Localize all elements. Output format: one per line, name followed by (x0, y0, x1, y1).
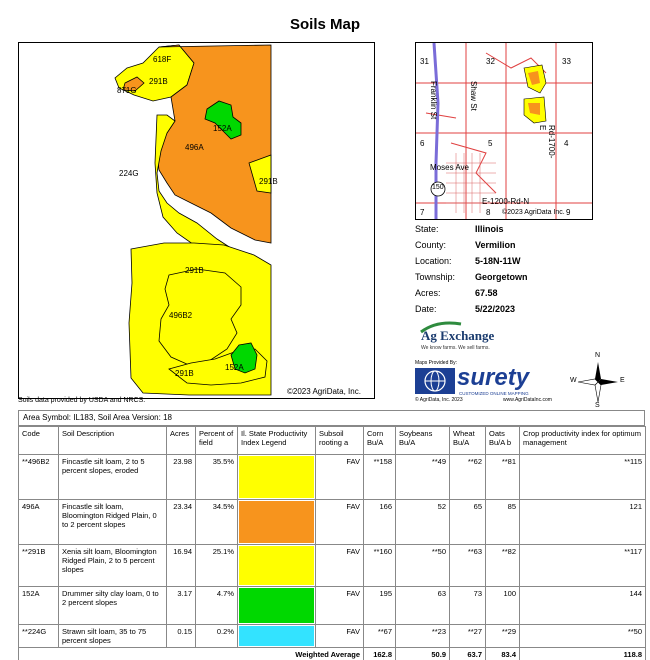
compass-e: E (620, 377, 625, 384)
locator-road-shaw: Shaw St (469, 81, 478, 111)
col-soy: Soybeans Bu/A (396, 427, 450, 455)
info-township-key: Township: (415, 272, 456, 282)
page-title: Soils Map (289, 16, 360, 33)
area-symbol: Area Symbol: IL183, Soil Area Version: 18 (18, 410, 645, 426)
cell-subsoil: FAV (316, 587, 364, 625)
cell-pct: 34.5% (196, 500, 238, 545)
cell-pct: 35.5% (196, 455, 238, 500)
ag-exchange-name: Ag Exchange (421, 328, 495, 343)
weighted-cpi: 118.8 (520, 648, 646, 660)
info-township-value: Georgetown (475, 272, 528, 282)
cell-corn: **67 (364, 625, 396, 648)
map-label-496B2: 496B2 (169, 311, 193, 320)
info-location-value: 5-18N-11W (475, 256, 521, 266)
cell-wheat: **63 (450, 545, 486, 587)
col-cpi: Crop productivity index for optimum management (520, 427, 646, 455)
map-label-291B-east: 291B (259, 177, 278, 186)
cell-acres: 0.15 (167, 625, 196, 648)
cell-acres: 23.34 (167, 500, 196, 545)
cell-pct: 25.1% (196, 545, 238, 587)
cell-soy: 52 (396, 500, 450, 545)
cell-code: **291B (19, 545, 59, 587)
cell-code: 496A (19, 500, 59, 545)
locator-sec-5: 5 (488, 139, 493, 148)
surety-footer-right: www.AgriDataInc.com (503, 397, 552, 403)
cell-subsoil: FAV (316, 455, 364, 500)
cell-subsoil: FAV (316, 545, 364, 587)
info-date-value: 5/22/2023 (475, 304, 516, 314)
table-row (19, 500, 646, 545)
locator-sec-33: 33 (562, 57, 571, 66)
map-label-618F: 618F (153, 55, 172, 64)
cell-soy: 63 (396, 587, 450, 625)
globe-icon (415, 368, 455, 394)
locator-sec-8: 8 (486, 208, 491, 217)
cell-subsoil: FAV (316, 500, 364, 545)
cell-corn: **158 (364, 455, 396, 500)
legend-swatch (239, 546, 314, 585)
col-wheat: Wheat Bu/A (450, 427, 486, 455)
table-row (19, 545, 646, 587)
col-code: Code (19, 427, 59, 455)
cell-legend (238, 587, 316, 625)
cell-oats: **81 (486, 455, 520, 500)
legend-swatch (239, 626, 314, 646)
soils-table (18, 426, 646, 660)
table-row (19, 625, 646, 648)
cell-pct: 4.7% (196, 587, 238, 625)
cell-cpi: **50 (520, 625, 646, 648)
cell-oats: 100 (486, 587, 520, 625)
locator-sec-4: 4 (564, 139, 569, 148)
weighted-oats: 83.4 (486, 648, 520, 660)
cell-pct: 0.2% (196, 625, 238, 648)
compass-rose (568, 352, 628, 413)
table-row (19, 455, 646, 500)
cell-corn: **160 (364, 545, 396, 587)
cell-oats: 85 (486, 500, 520, 545)
surety-footer-left: © AgriData, Inc. 2023 (415, 397, 463, 403)
compass-rose-icon (568, 356, 628, 408)
cell-desc: Strawn silt loam, 35 to 75 percent slopes (59, 625, 167, 648)
info-location-key: Location: (415, 256, 452, 266)
table-row (19, 587, 646, 625)
col-acres: Acres (167, 427, 196, 455)
cell-acres: 3.17 (167, 587, 196, 625)
compass-s: S (595, 402, 600, 409)
surety-tagline: CUSTOMIZED ONLINE MAPPING (459, 391, 529, 396)
col-subsoil: Subsoil rooting a (316, 427, 364, 455)
cell-cpi: **117 (520, 545, 646, 587)
compass-n: N (595, 352, 601, 359)
cell-wheat: **27 (450, 625, 486, 648)
locator-road-1700: Rd-1700-E (538, 125, 556, 159)
locator-sec-31: 31 (420, 57, 429, 66)
locator-road-franklin: Franklin St (429, 81, 438, 120)
weighted-corn: 162.8 (364, 648, 396, 660)
cell-legend (238, 455, 316, 500)
cell-desc: Fincastle silt loam, Bloomington Ridged Plain, 0 to 2 percent slopes (59, 500, 167, 545)
maps-provided-by: Maps Provided By: (415, 360, 457, 366)
table-header-row (19, 427, 646, 455)
cell-corn: 195 (364, 587, 396, 625)
cell-wheat: **62 (450, 455, 486, 500)
map-label-291B-bottom: 291B (175, 369, 194, 378)
ag-exchange-tagline: We know farms. We sell farms. (421, 345, 490, 351)
info-date-key: Date: (415, 304, 437, 314)
locator-map (415, 42, 593, 220)
cell-desc: Xenia silt loam, Bloomington Ridged Plain, 2 to 5 percent slopes (59, 545, 167, 587)
cell-cpi: 144 (520, 587, 646, 625)
map-label-152A-south: 152A (225, 363, 244, 372)
info-acres-value: 67.58 (475, 288, 498, 298)
map-label-224G: 224G (119, 169, 139, 178)
weighted-average-label: Weighted Average (19, 648, 364, 660)
map-label-291B-mid: 291B (185, 266, 204, 275)
soils-map-graphic (19, 43, 376, 400)
cell-code: 152A (19, 587, 59, 625)
info-county-value: Vermilion (475, 240, 516, 250)
cell-desc: Fincastle silt loam, 2 to 5 percent slopes, eroded (59, 455, 167, 500)
col-legend: Il. State Productivity Index Legend (238, 427, 316, 455)
col-oats: Oats Bu/A b (486, 427, 520, 455)
surety-name: surety (457, 364, 530, 391)
legend-swatch (239, 456, 314, 498)
cell-legend (238, 545, 316, 587)
weighted-average-row (19, 648, 646, 660)
compass-w: W (570, 377, 577, 384)
col-pct: Percent of field (196, 427, 238, 455)
weighted-soy: 50.9 (396, 648, 450, 660)
col-corn: Corn Bu/A (364, 427, 396, 455)
cell-legend (238, 500, 316, 545)
info-county-key: County: (415, 240, 447, 250)
locator-road-e1200: E-1200-Rd-N (482, 197, 530, 206)
locator-sec-7: 7 (420, 208, 425, 217)
locator-sec-6: 6 (420, 139, 425, 148)
cell-code: **496B2 (19, 455, 59, 500)
source-note: Soils data provided by USDA and NRCS. (18, 397, 146, 404)
map-label-871G: 871G (117, 86, 137, 95)
cell-oats: **82 (486, 545, 520, 587)
map-label-152A: 152A (213, 124, 232, 133)
map-copyright: ©2023 AgriData, Inc. (287, 387, 361, 396)
cell-code: **224G (19, 625, 59, 648)
info-acres-key: Acres: (415, 288, 441, 298)
cell-corn: 166 (364, 500, 396, 545)
weighted-wheat: 63.7 (450, 648, 486, 660)
cell-acres: 16.94 (167, 545, 196, 587)
locator-sec-9: 9 (566, 208, 571, 217)
locator-map-graphic (416, 43, 593, 220)
info-state-key: State: (415, 224, 439, 234)
cell-soy: **49 (396, 455, 450, 500)
legend-swatch (239, 501, 314, 543)
col-desc: Soil Description (59, 427, 167, 455)
locator-sec-32: 32 (486, 57, 495, 66)
locator-copyright: ©2023 AgriData Inc. (502, 209, 565, 216)
map-label-291B: 291B (149, 77, 168, 86)
map-label-496A: 496A (185, 143, 204, 152)
cell-wheat: 73 (450, 587, 486, 625)
cell-wheat: 65 (450, 500, 486, 545)
locator-hwy-150: 150 (432, 184, 444, 191)
soils-map (18, 42, 375, 399)
cell-desc: Drummer silty clay loam, 0 to 2 percent slopes (59, 587, 167, 625)
cell-soy: **50 (396, 545, 450, 587)
cell-acres: 23.98 (167, 455, 196, 500)
ag-exchange-logo (417, 318, 507, 357)
cell-legend (238, 625, 316, 648)
locator-road-moses: Moses Ave (430, 163, 469, 172)
cell-cpi: **115 (520, 455, 646, 500)
cell-soy: **23 (396, 625, 450, 648)
cell-subsoil: FAV (316, 625, 364, 648)
info-state-value: Illinois (475, 224, 504, 234)
cell-cpi: 121 (520, 500, 646, 545)
legend-swatch (239, 588, 314, 623)
cell-oats: **29 (486, 625, 520, 648)
